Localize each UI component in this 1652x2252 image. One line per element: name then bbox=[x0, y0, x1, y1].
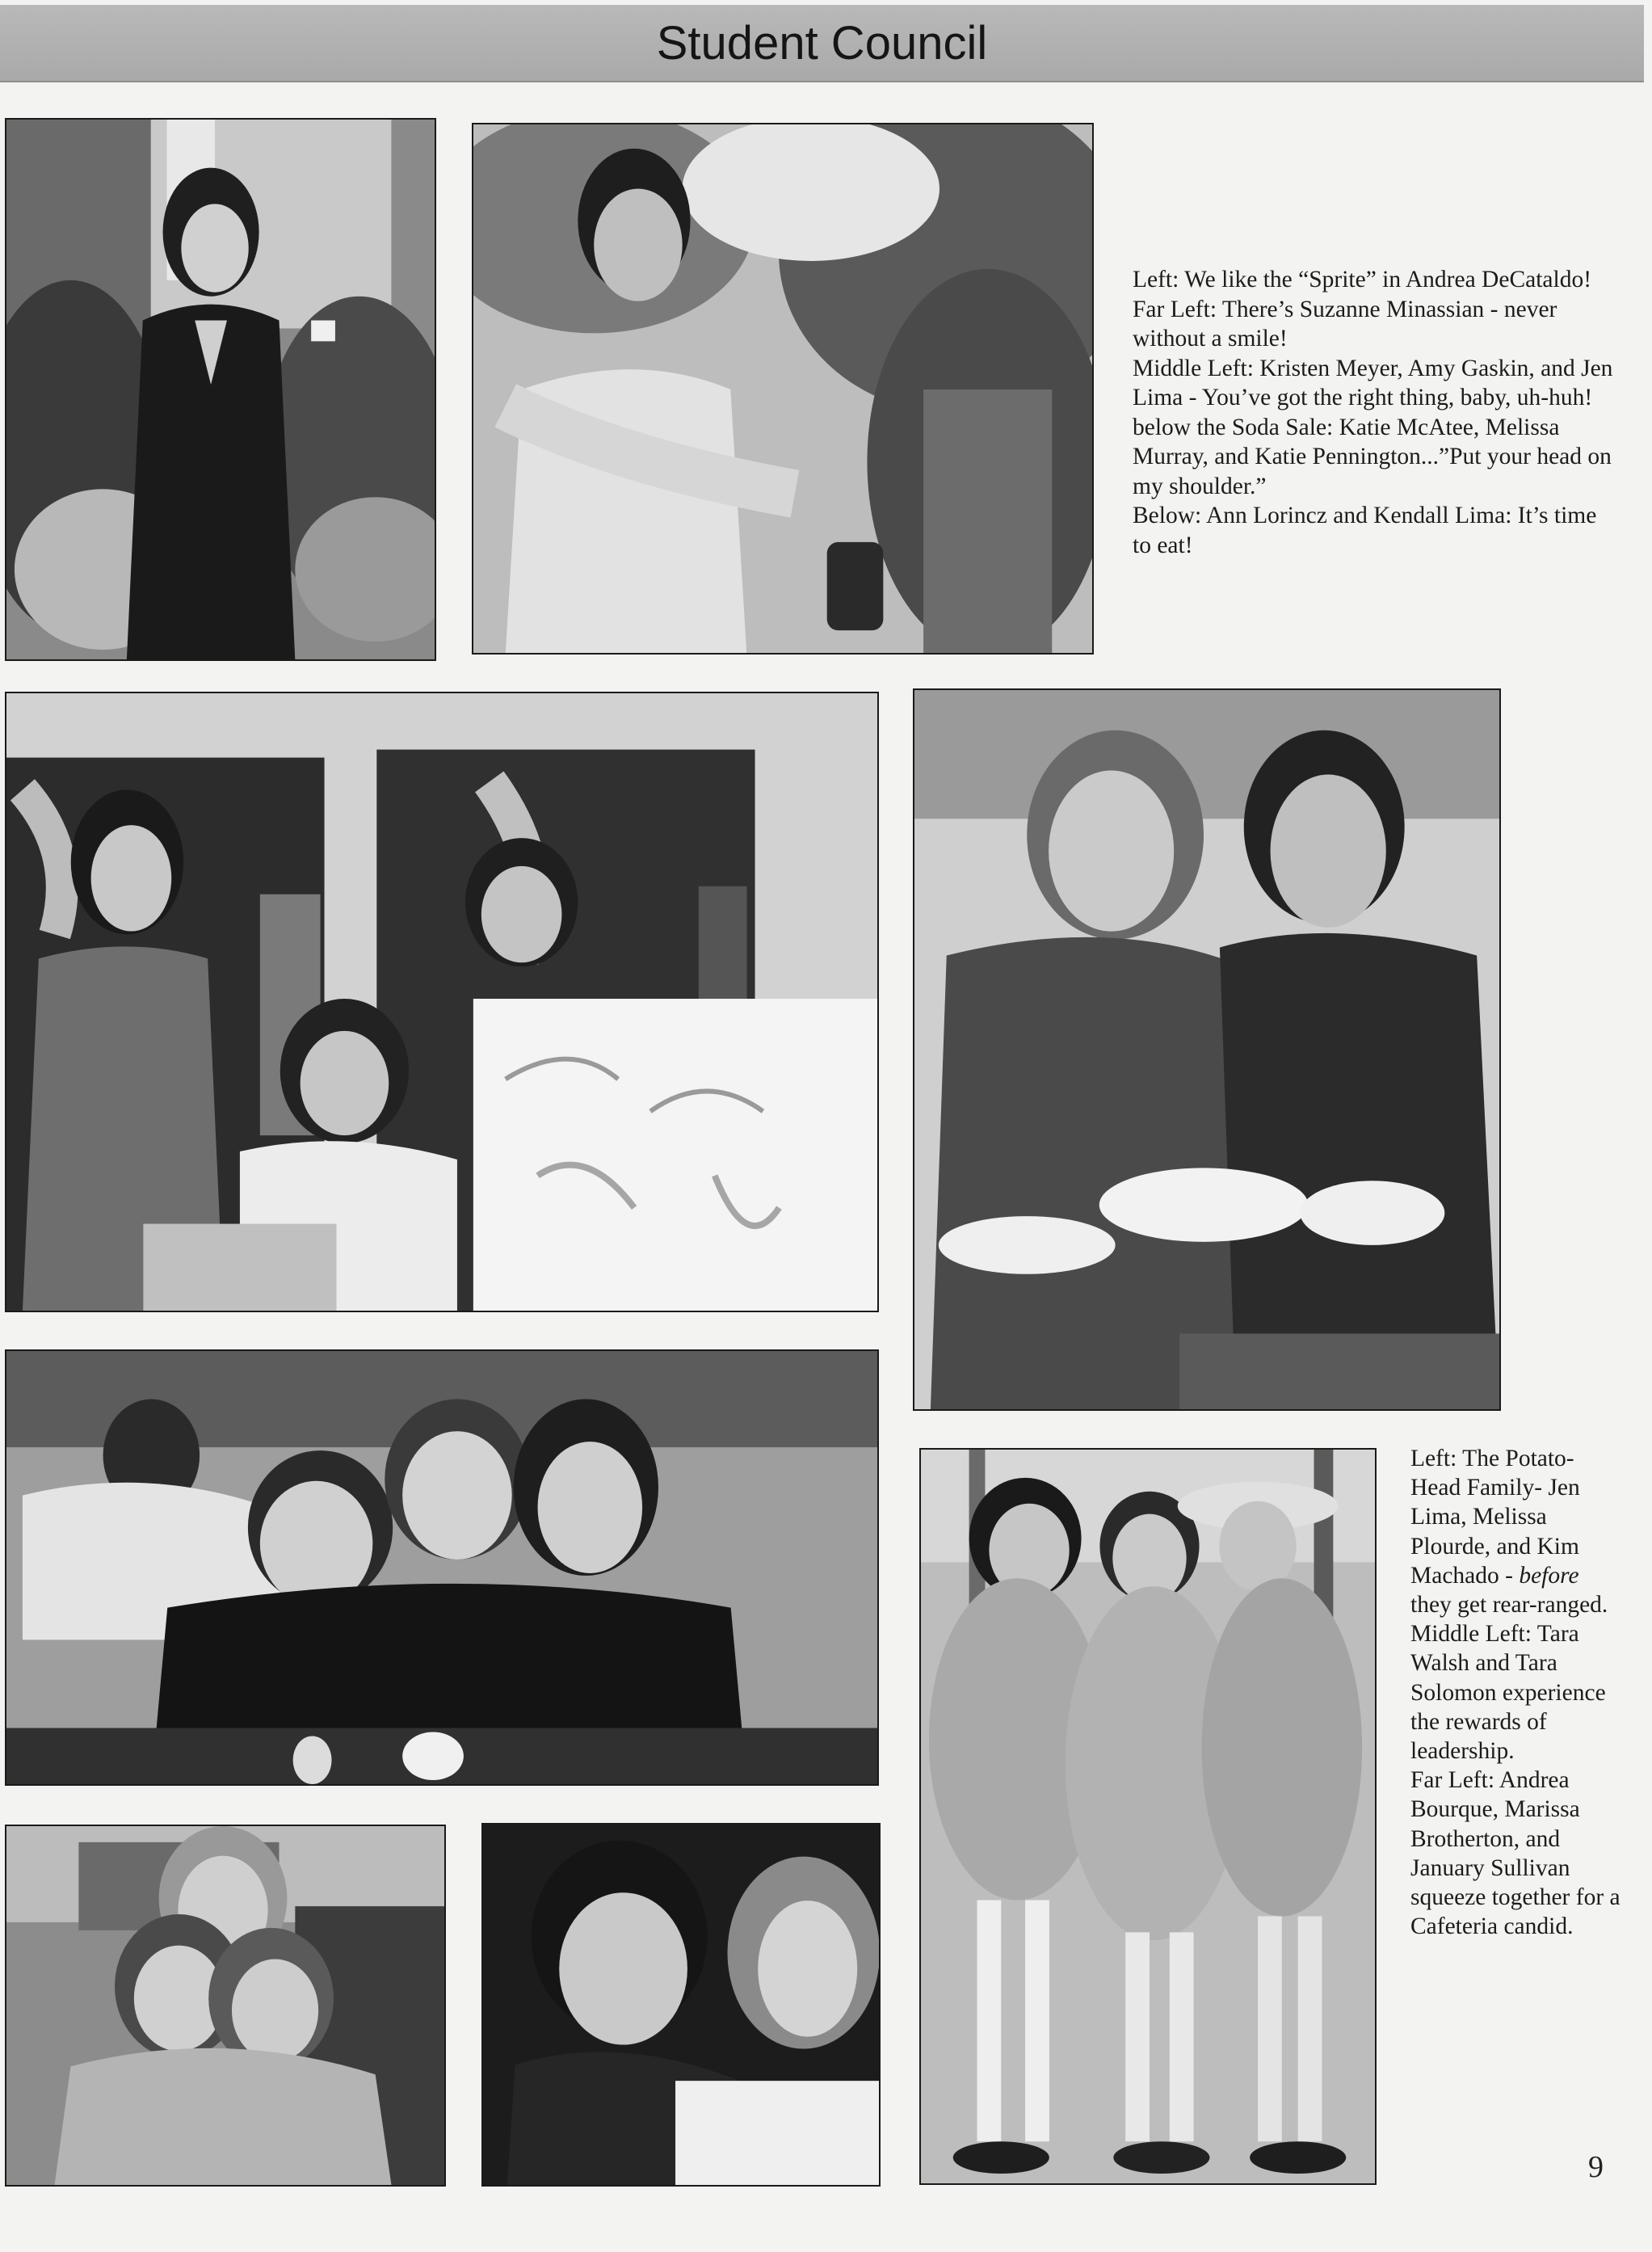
katie-melissa-katie-photo bbox=[5, 1349, 879, 1786]
andrea-decataldo-sprite-photo bbox=[472, 123, 1094, 655]
tara-walsh-tara-solomon-photo bbox=[481, 1823, 881, 2187]
bottom-caption-part-2: they get rear-ranged. Middle Left: Tara Walsh and Tara Solomon experience the rewards of leadership. Far Left: Andrea Bourque, Marissa Brotherton, and January Sullivan squeeze together for a Cafeteria candid. bbox=[1410, 1592, 1620, 1940]
bottom-caption-emphasis: before bbox=[1519, 1562, 1579, 1589]
top-caption: Left: We like the “Sprite” in Andrea DeCataldo! Far Left: There’s Suzanne Minassian - never without a smile! Middle Left: Kristen Meyer, Amy Gaskin, and Jen Lima - You’ve got the right thing, baby, uh-huh! below the Soda Sale: Katie McAtee, Melissa Murray, and Katie Pennington...”Put your head on my shoulder.” Below: Ann Lorincz and Kendall Lima: It’s time to eat! bbox=[1133, 267, 1613, 558]
suzanne-minassian-photo bbox=[5, 118, 436, 661]
soda-sale-photo bbox=[5, 692, 879, 1312]
bottom-caption bbox=[1410, 1444, 1620, 1941]
bottom-caption-part-1: Left: The Potato-Head Family- Jen Lima, Melissa Plourde, and Kim Machado - bbox=[1410, 1446, 1580, 1589]
andrea-marissa-january-photo bbox=[5, 1825, 446, 2187]
page-header-banner bbox=[0, 5, 1644, 82]
potato-head-family-photo bbox=[919, 1448, 1377, 2185]
page-number: 9 bbox=[1588, 2150, 1604, 2184]
page-title: Student Council bbox=[656, 17, 988, 69]
ann-kendall-food-photo bbox=[913, 688, 1501, 1411]
